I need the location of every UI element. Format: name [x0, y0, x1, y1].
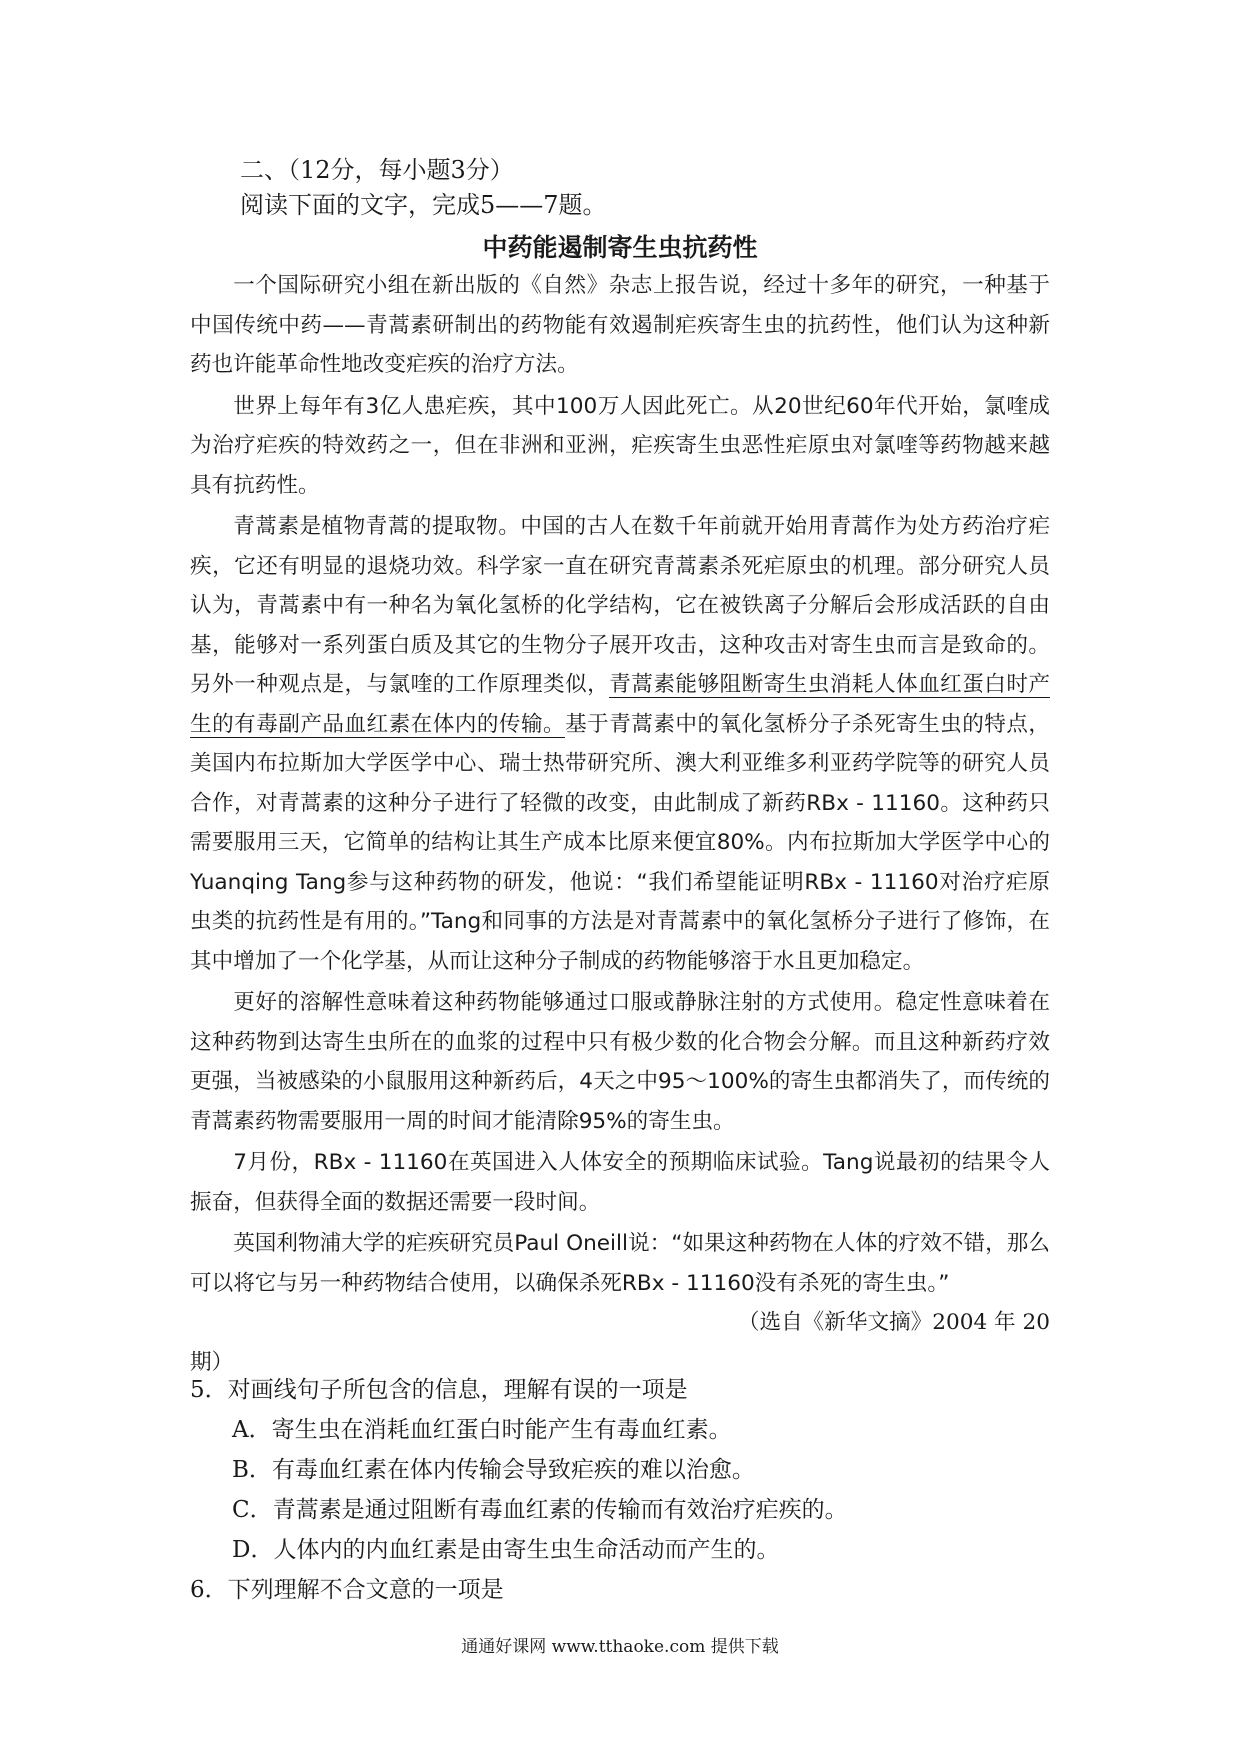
source-citation-continued: 期） [190, 1349, 234, 1375]
question-6-stem: 6．下列理解不合文意的一项是 [190, 1577, 504, 1603]
paragraph-3-text-before: 青蒿素是植物青蒿的提取物。中国的古人在数千年前就开始用青蒿作为处方药治疗疟疾，它还有明显的退烧功效。科学家一直在研究青蒿素杀死疟原虫的机理。部分研究人员认为，青蒿素中有一种名为氧化氢桥的化学结构，它在被铁离子分解后会形成活跃的自由基，能够对一系列蛋白质及其它的生物分子展开攻击，这种攻击对寄生虫而言是致命的。另外一种观点是，与氯喹的工作原理类似， [190, 514, 1050, 697]
question-5-option-d: D．人体内的内血红素是由寄生虫生命活动而产生的。 [232, 1537, 780, 1563]
question-5-option-a: A．寄生虫在消耗血红蛋白时能产生有毒血红素。 [232, 1417, 732, 1443]
questions-block [190, 1370, 1050, 1610]
article-body [190, 266, 1050, 1382]
paragraph-3 [190, 507, 1050, 981]
paragraph-2: 世界上每年有3亿人患疟疾，其中100万人因此死亡。从20世纪60年代开始，氯喹成为治疗疟疾的特效药之一，但在非洲和亚洲，疟疾寄生虫恶性疟原虫对氯喹等药物越来越具有抗药性。 [190, 393, 1050, 498]
paragraph-6: 英国利物浦大学的疟疾研究员Paul Oneill说：“如果这种药物在人体的疗效不错，那么可以将它与另一种药物结合使用，以确保杀死RBx - 11160没有杀死的寄生虫。” [190, 1231, 1050, 1296]
section-heading: 二、（12分，每小题3分） [240, 156, 514, 184]
paragraph-3-text-after: 基于青蒿素中的氧化氢桥分子杀死寄生虫的特点，美国内布拉斯加大学医学中心、瑞士热带研究所、澳大利亚维多利亚药学院等的研究人员合作，对青蒿素的这种分子进行了轻微的改变，由此制成了新药RBx - 11160。这种药只需要服用三天，它简单的结构让其生产成本比原来便宜80%。内布拉斯加大学医学中心的Yuanqing Tang参与这种药物的研发，他说：“我们希望能证明RBx - 11160对治疗疟原虫类的抗药性是有用的。”Tang和同事的方法是对青蒿素中的氧化氢桥分子进行了修饰，在其中增加了一个化学基，从而让这种分子制成的药物能够溶于水且更加稳定。 [190, 711, 1050, 974]
source-citation: （选自《新华文摘》2004 年 20 [737, 1310, 1050, 1335]
section-instruction: 阅读下面的文字，完成5——7题。 [240, 191, 607, 219]
question-5-option-c: C．青蒿素是通过阻断有毒血红素的传输而有效治疗疟疾的。 [232, 1497, 848, 1523]
paragraph-1: 一个国际研究小组在新出版的《自然》杂志上报告说，经过十多年的研究，一种基于中国传统中药——青蒿素研制出的药物能有效遏制疟疾寄生虫的抗药性，他们认为这种新药也许能革命性地改变疟疾的治疗方法。 [190, 273, 1050, 377]
page-footer: 通通好课网 www.tthaoke.com 提供下载 [461, 1637, 779, 1657]
question-5-stem: 5．对画线句子所包含的信息，理解有误的一项是 [190, 1377, 688, 1403]
paragraph-4: 更好的溶解性意味着这种药物能够通过口服或静脉注射的方式使用。稳定性意味着在这种药物到达寄生虫所在的血浆的过程中只有极少数的化合物会分解。而且这种新药疗效更强，当被感染的小鼠服用这种新药后，4天之中95～100%的寄生虫都消失了，而传统的青蒿素药物需要服用一周的时间才能清除95%的寄生虫。 [190, 990, 1050, 1134]
article-title: 中药能遏制寄生虫抗药性 [482, 233, 758, 262]
underlined-sentence: 青蒿素能够阻断寄生虫消耗人体血红蛋白时产生的有毒副产品血红素在体内的传输。 [190, 672, 1050, 737]
paragraph-5: 7月份，RBx - 11160在英国进入人体安全的预期临床试验。Tang说最初的结果令人振奋，但获得全面的数据还需要一段时间。 [190, 1150, 1050, 1215]
question-5-option-b: B．有毒血红素在体内传输会导致疟疾的难以治愈。 [232, 1457, 755, 1483]
